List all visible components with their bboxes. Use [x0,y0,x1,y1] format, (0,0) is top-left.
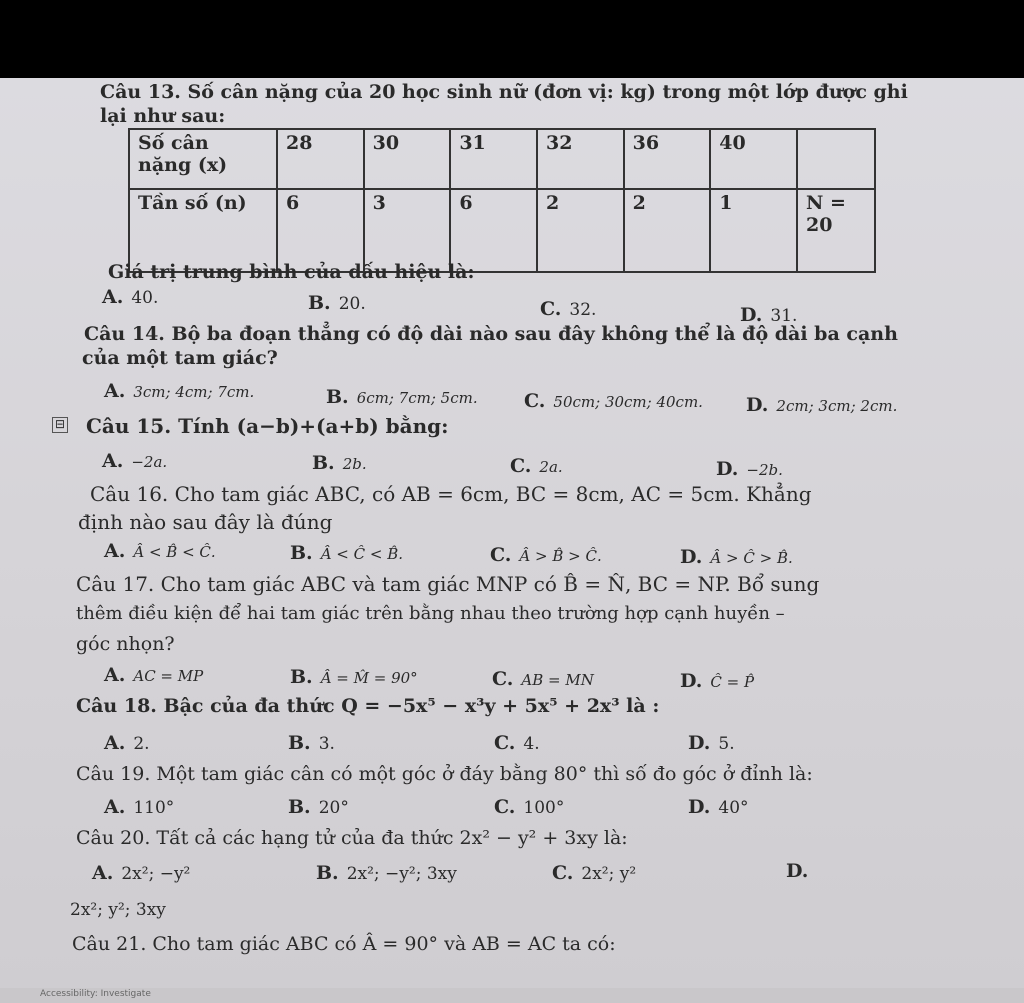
accessibility-status[interactable]: Accessibility: Investigate [40,989,151,999]
q16-option-d: D. Â > Ĉ > B̂. [680,546,793,568]
table-cell: 6 [277,189,364,272]
q16-stem-line1: Câu 16. Cho tam giác ABC, có AB = 6cm, BC = 8cm, AC = 5cm. Khẳng [90,482,812,506]
table-cell: 40 [710,129,797,189]
q16-option-c: C. Â > B̂ > Ĉ. [490,544,602,566]
q18-option-b: B. 3. [288,732,335,754]
q20-option-a: A. 2x²; −y² [92,862,191,884]
q17-option-b: B. Â = M̂ = 90° [290,666,418,688]
q19-option-c: C. 100° [494,796,565,818]
q13-stem-line2: lại như sau: [100,105,226,127]
q13-option-d: D. 31. [740,304,798,326]
q19-option-b: B. 20° [288,796,349,818]
q14-option-a: A. 3cm; 4cm; 7cm. [104,380,255,402]
q16-stem-line2: định nào sau đây là đúng [78,510,333,534]
q18-option-a: A. 2. [104,732,150,754]
frequency-table [128,128,876,273]
table-cell: 30 [364,129,451,189]
q14-stem-line1: Câu 14. Bộ ba đoạn thẳng có độ dài nào sau đây không thể là độ dài ba cạnh [84,323,898,345]
table-cell: 2 [537,189,624,272]
table-cell: 36 [624,129,711,189]
q15-option-a: A. −2a. [102,450,168,472]
table-cell [797,129,875,189]
table-cell: 32 [537,129,624,189]
table-header-x: Số cân nặng (x) [129,129,277,189]
q20-option-d: D. [786,860,809,882]
collapse-icon[interactable]: ⊟ [52,417,68,433]
q19-option-a: A. 110° [104,796,175,818]
q13-option-b: B. 20. [308,292,366,314]
q15-option-d: D. −2b. [716,458,783,480]
table-cell: 31 [450,129,537,189]
table-cell: 28 [277,129,364,189]
q18-stem: Câu 18. Bậc của đa thức Q = −5x⁵ − x³y + 5x⁵ + 2x³ là : [76,695,660,717]
q13-stem-line1: Câu 13. Số cân nặng của 20 học sinh nữ (đơn vị: kg) trong một lớp được ghi [100,81,908,103]
q13-option-a: A. 40. [102,286,159,308]
q17-stem-line1: Câu 17. Cho tam giác ABC và tam giác MNP có B̂ = N̂, BC = NP. Bổ sung [76,572,820,596]
q16-option-a: A. Â < B̂ < Ĉ. [104,540,216,562]
q17-option-a: A. AC = MP [104,664,204,686]
q18-option-c: C. 4. [494,732,540,754]
q19-stem: Câu 19. Một tam giác cân có một góc ở đáy bằng 80° thì số đo góc ở đỉnh là: [76,763,813,785]
q15-option-c: C. 2a. [510,455,563,477]
table-cell: 1 [710,189,797,272]
q21-stem: Câu 21. Cho tam giác ABC có Â = 90° và AB = AC ta có: [72,933,616,955]
q13-question: Giá trị trung bình của dấu hiệu là: [108,261,475,283]
q14-option-b: B. 6cm; 7cm; 5cm. [326,386,478,408]
table-cell-total: N = 20 [797,189,875,272]
q14-option-d: D. 2cm; 3cm; 2cm. [746,394,898,416]
q17-option-d: D. Ĉ = P̂ [680,670,755,692]
table-cell: 3 [364,189,451,272]
q17-stem-line3: góc nhọn? [76,633,175,655]
q20-option-d-continued: 2x²; y²; 3xy [70,900,166,920]
q20-stem: Câu 20. Tất cả các hạng tử của đa thức 2x² − y² + 3xy là: [76,827,628,849]
q16-option-b: B. Â < Ĉ < B̂. [290,542,403,564]
q15-option-b: B. 2b. [312,452,367,474]
q14-option-c: C. 50cm; 30cm; 40cm. [524,390,703,412]
q20-option-b: B. 2x²; −y²; 3xy [316,862,457,884]
status-bar [0,988,1024,1003]
q19-option-d: D. 40° [688,796,749,818]
q20-option-c: C. 2x²; y² [552,862,637,884]
q15-stem: Câu 15. Tính (a−b)+(a+b) bằng: [86,414,449,438]
top-black-bar [0,0,1024,78]
q14-stem-line2: của một tam giác? [82,347,278,369]
q17-stem-line2: thêm điều kiện để hai tam giác trên bằng nhau theo trường hợp cạnh huyền – [76,603,785,624]
table-cell: 2 [624,189,711,272]
q13-option-c: C. 32. [540,298,597,320]
table-cell: 6 [450,189,537,272]
q17-option-c: C. AB = MN [492,668,594,690]
table-header-n: Tần số (n) [129,189,277,272]
q18-option-d: D. 5. [688,732,735,754]
